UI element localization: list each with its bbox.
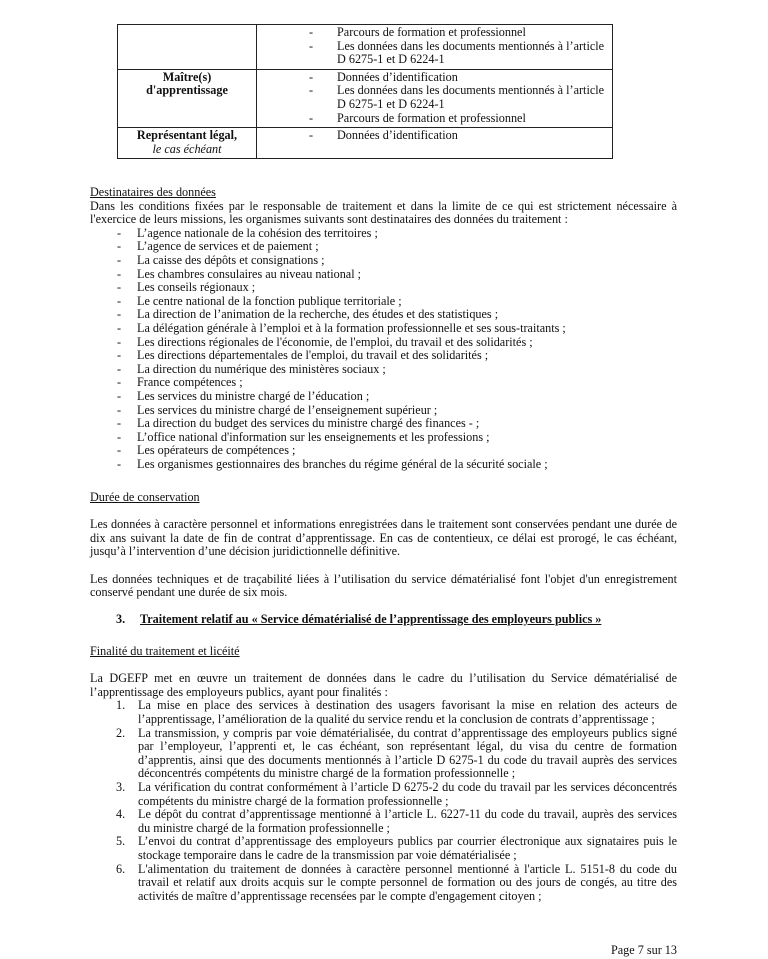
list-item-text: L’envoi du contrat d’apprentissage des employeurs publics par courrier électronique aux signataires puis le stockage temporaire dans le cadre de la transmission par voie dématérialisée ;	[138, 834, 677, 862]
dash-bullet: -	[117, 416, 122, 431]
row-header	[118, 128, 257, 159]
list-item	[90, 444, 677, 458]
list-item: Données d’identification	[337, 69, 458, 84]
list-item-text: La mise en place des services à destination des usagers favorisant la mise en relation des acteurs de l’apprentissage, l’amélioration de la qualité du service rendu et la conclusion de contrats d’apprentissage ;	[138, 698, 677, 726]
section-heading	[90, 613, 677, 627]
item-number: 1.	[116, 698, 126, 713]
list-item-text: La direction de l’animation de la recherche, des études et des statistiques ;	[137, 307, 499, 322]
paragraph: Les données à caractère personnel et informations enregistrées dans le traitement sont conservées pendant une durée de dix ans suivant la date de fin de contrat d’apprentissage. En cas de contentieux, ce délai est prorogé, le cas échéant, jusqu’à l’intervention d’une décision juridictionnelle définitive.	[90, 517, 677, 559]
table-row	[118, 69, 613, 127]
row-items: - Données d’identification - Les données dans les documents mentionnés à l’article D 6275-1 et D 6224-1 - Parcours de formation et professionnel	[257, 69, 613, 127]
item-number: 3.	[116, 779, 126, 794]
row-header-label: Représentant légal,	[136, 128, 238, 143]
list-item-text: France compétences ;	[137, 375, 243, 390]
list-item-text: Le centre national de la fonction publique territoriale ;	[137, 293, 402, 308]
list-item	[90, 349, 677, 363]
list-item	[90, 268, 677, 282]
list-item	[90, 404, 677, 418]
dash-bullet: -	[117, 375, 122, 390]
dash-bullet: -	[117, 334, 122, 349]
list-item-text: Les services du ministre chargé de l’enseignement supérieur ;	[137, 402, 438, 417]
list-item	[90, 417, 677, 431]
dash-bullet: -	[117, 266, 122, 281]
section-title: Destinataires des données	[90, 185, 216, 199]
list-item-text: Les opérateurs de compétences ;	[137, 443, 296, 458]
list-item-text: Les conseils régionaux ;	[137, 280, 256, 295]
list-item-text: La délégation générale à l’emploi et à la formation professionnelle et ses sous-traitants ;	[137, 320, 566, 335]
section-title: Durée de conservation	[90, 490, 200, 504]
list-item	[90, 254, 677, 268]
row-header: Maître(s) d'apprentissage	[118, 69, 257, 127]
finalite-section	[90, 645, 677, 903]
item-number: 4.	[116, 807, 126, 822]
list-item-text: L’agence de services et de paiement ;	[137, 239, 319, 254]
page-number: Page 7 sur 13	[610, 943, 677, 957]
dash-bullet: -	[117, 388, 122, 403]
list-item	[90, 363, 677, 377]
list-item: Les données dans les documents mentionnés à l’article D 6275-1 et D 6224-1	[337, 83, 605, 111]
list-item: Parcours de formation et professionnel	[337, 25, 526, 39]
list-item-text: Les directions départementales de l'emploi, du travail et des solidarités ;	[137, 348, 489, 363]
table-row	[118, 128, 613, 159]
list-item-text: La transmission, y compris par voie dématérialisée, du contrat d’apprentissage des employeurs publics signé par l’employeur, l’apprenti et, le cas échéant, son représentant légal, du visa du centre de formation d’apprentis, ainsi que des documents mentionnés à l’article D 6275-1 du code du travail auprès des services déconcentrés compétents du ministre chargé de la formation professionnelle ;	[138, 725, 677, 781]
row-header-note: le cas échéant	[152, 141, 222, 156]
data-categories-table	[117, 24, 613, 159]
list-item-text: Les services du ministre chargé de l’éducation ;	[137, 388, 370, 403]
dash-bullet: -	[117, 280, 122, 295]
list-item-text: L’agence nationale de la cohésion des territoires ;	[137, 225, 378, 240]
list-item	[90, 227, 677, 241]
conservation-section	[90, 491, 677, 627]
list-item-text: Les organismes gestionnaires des branches du régime général de la sécurité sociale ;	[137, 456, 548, 471]
paragraph: La DGEFP met en œuvre un traitement de données dans le cadre du l’utilisation du Service dématérialisé de l’apprentissage des employeurs publics, ayant pour finalités :	[90, 671, 677, 699]
list-item	[90, 808, 677, 835]
list-item	[90, 431, 677, 445]
list-item	[90, 240, 677, 254]
list-item-text: La vérification du contrat conformément à l’article D 6275-2 du code du travail par les services déconcentrés compétents du ministre chargé de la formation professionnelle ;	[138, 779, 677, 808]
list-item	[90, 781, 677, 808]
paragraph: Dans les conditions fixées par le responsable de traitement et dans la limite de ce qui est strictement nécessaire à l'exercice de leurs missions, les organismes suivants sont destinataires des données du traitement :	[90, 198, 677, 227]
list-item	[90, 699, 677, 726]
list-item	[90, 727, 677, 781]
item-number: 2.	[116, 725, 126, 740]
list-item	[90, 835, 677, 862]
section-heading-text: Traitement relatif au « Service dématérialisé de l’apprentissage des employeurs publics »	[140, 612, 602, 627]
list-item: Parcours de formation et professionnel	[337, 110, 526, 125]
item-number: 6.	[116, 861, 126, 876]
paragraph: Les données techniques et de traçabilité liées à l’utilisation du service dématérialisé font l'objet d'un enregistrement conservé pendant une durée de six mois.	[90, 571, 677, 600]
dash-bullet: -	[117, 320, 122, 335]
purposes-list	[90, 699, 677, 903]
list-item-text: Les directions régionales de l'économie, de l'emploi, du travail et des solidarités ;	[137, 334, 533, 349]
dash-bullet: -	[117, 252, 122, 267]
dash-bullet: -	[117, 293, 122, 308]
dash-bullet: -	[117, 239, 122, 254]
list-item	[90, 390, 677, 404]
list-item-text: Le dépôt du contrat d’apprentissage mentionné à l’article L. 6227-11 du code du travail, auprès des services du ministre chargé de la formation professionnelle ;	[138, 807, 677, 835]
list-item-text: La caisse des dépôts et consignations ;	[137, 252, 325, 267]
list-item: Données d’identification	[337, 128, 458, 143]
list-item-text: Les chambres consulaires au niveau national ;	[137, 266, 362, 281]
list-item	[90, 376, 677, 390]
list-item-text: L’office national d'information sur les enseignements et les professions ;	[137, 429, 490, 444]
dash-bullet: -	[117, 307, 122, 322]
row-header	[118, 25, 257, 70]
item-number: 5.	[116, 834, 126, 849]
dash-bullet: -	[117, 456, 122, 471]
list-item	[90, 281, 677, 295]
dash-bullet: -	[117, 429, 122, 444]
dash-bullet: -	[117, 361, 122, 376]
list-item	[90, 863, 677, 904]
list-item-text: L'alimentation du traitement de données à caractère personnel mentionné à l'article L. 5151-8 du code du travail et relatif aux droits acquis sur le compte personnel de formation ou des jours de congés, au titre des activités de maître d’apprentissage recensées par le compte d'engagement citoyen ;	[138, 861, 677, 903]
list-item-text: La direction du numérique des ministères sociaux ;	[137, 361, 386, 376]
list-item	[90, 308, 677, 322]
recipients-list	[90, 227, 677, 472]
destinataires-section	[90, 186, 677, 471]
list-item-text: La direction du budget des services du ministre chargé des finances - ;	[137, 416, 480, 431]
list-item	[90, 295, 677, 309]
dash-bullet: -	[117, 348, 122, 363]
dash-bullet: -	[117, 402, 122, 417]
row-items: - Données d’identification	[257, 128, 613, 159]
list-item	[90, 322, 677, 336]
dash-bullet: -	[117, 443, 122, 458]
list-item	[90, 336, 677, 350]
table-row	[118, 25, 613, 70]
dash-bullet: -	[117, 225, 122, 240]
section-number: 3.	[116, 612, 126, 627]
section-title: Finalité du traitement et licéité	[90, 644, 240, 658]
list-item	[90, 458, 677, 472]
list-item: Les données dans les documents mentionnés à l’article D 6275-1 et D 6224-1	[337, 38, 605, 67]
row-items: - Parcours de formation et professionnel - Les données dans les documents mentionnés à l’article D 6275-1 et D 6224-1	[257, 25, 613, 70]
